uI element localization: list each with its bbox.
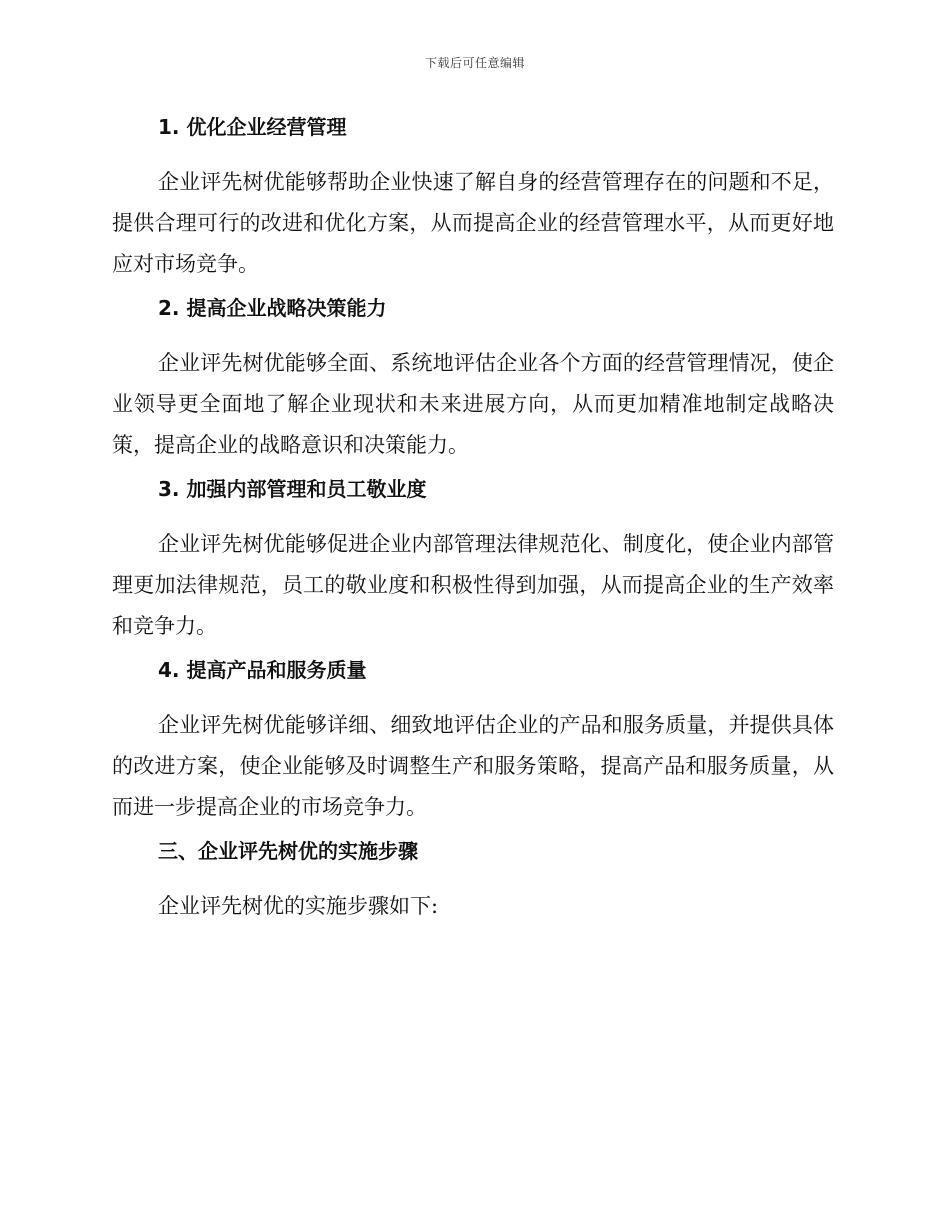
section-paragraph-5: 企业评先树优的实施步骤如下: bbox=[158, 894, 439, 918]
section-paragraph-1: 企业评先树优能够帮助企业快速了解自身的经营管理存在的问题和不足，提供合理可行的改进和优化方案，从而提高企业的经营管理水平，从而更好地应对市场竞争。 bbox=[112, 170, 834, 276]
header-note: 下载后可任意编辑 bbox=[424, 56, 525, 70]
section-paragraph-4: 企业评先树优能够详细、细致地评估企业的产品和服务质量，并提供具体的改进方案，使企业能够及时调整生产和服务策略，提高产品和服务质量，从而进一步提高企业的市场竞争力。 bbox=[112, 713, 834, 819]
section-heading-4: 4. 提高产品和服务质量 bbox=[158, 658, 367, 682]
section-paragraph-2: 企业评先树优能够全面、系统地评估企业各个方面的经营管理情况，使企业领导更全面地了解企业现状和未来进展方向，从而更加精准地制定战略决策，提高企业的战略意识和决策能力。 bbox=[112, 351, 834, 457]
document-body bbox=[112, 112, 834, 927]
section-paragraph-3: 企业评先树优能够促进企业内部管理法律规范化、制度化，使企业内部管理更加法律规范，员工的敬业度和积极性得到加强，从而提高企业的生产效率和竞争力。 bbox=[112, 532, 834, 638]
section-heading-3: 3. 加强内部管理和员工敬业度 bbox=[158, 477, 427, 501]
section-heading-5: 三、企业评先树优的实施步骤 bbox=[158, 839, 418, 863]
section-heading-1: 1. 优化企业经营管理 bbox=[158, 115, 347, 139]
section-heading-2: 2. 提高企业战略决策能力 bbox=[158, 296, 387, 320]
